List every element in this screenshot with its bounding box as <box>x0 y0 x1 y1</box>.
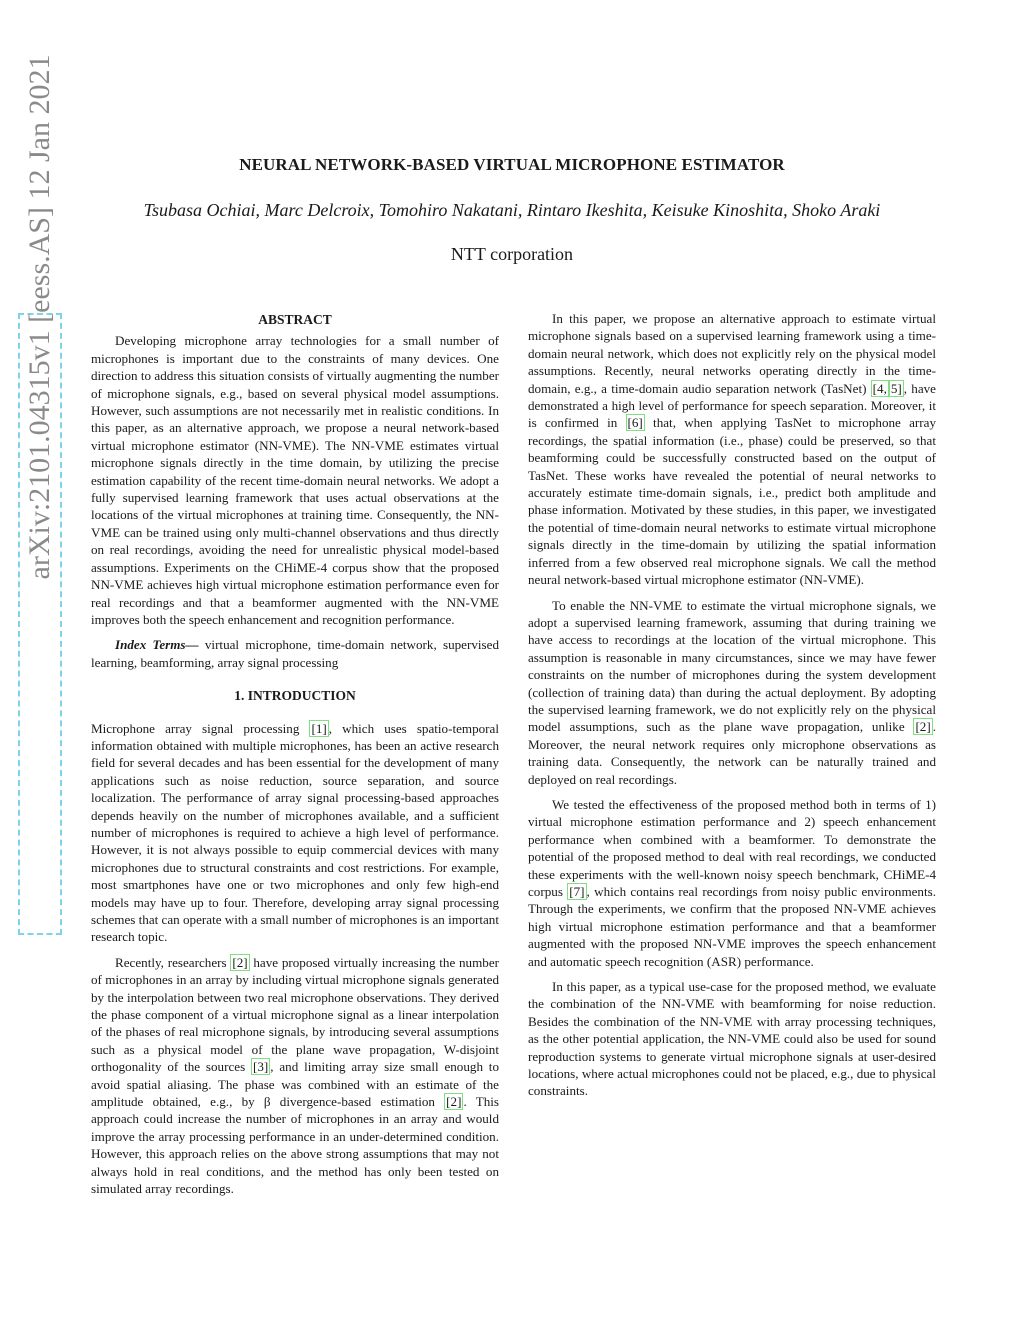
citation-link[interactable]: [6] <box>627 415 643 431</box>
text-run: that, when applying TasNet to microphone array recordings, the spatial information (i.e., phase) could be preserved, so that beamforming could be successfully constructed based on the output of TasNet. These works have revealed the potential of neural networks to accurately estimate time-domain signals, i.e., predict both amplitude and phase information. Motivated by these studies, in this paper, we investigated the potential of time-domain neural networks to estimate virtual microphone signals directly in the time-domain by utilizing the spatial information inferred from a few observed real microphone signals. We call the method neural network-based virtual microphone estimator (NN-VME). <box>528 415 937 588</box>
intro-paragraph-3 <box>528 310 936 589</box>
citation-link[interactable]: [2] <box>446 1094 462 1110</box>
citation-link[interactable]: [2] <box>232 954 248 970</box>
index-terms <box>91 636 499 671</box>
intro-heading: 1. INTRODUCTION <box>234 688 356 704</box>
index-terms-label: Index Terms— <box>115 637 199 653</box>
arxiv-identifier[interactable]: arXiv:2101.04315v1 [eess.AS] 12 Jan 2021 <box>23 54 56 580</box>
citation-link[interactable]: [7] <box>569 884 585 899</box>
text-run: In this paper, we propose an alternative approach to estimate virtual microphone signals based on a supervised learning framework using a time-domain neural network, which does not explicitly rely on the physical model assumptions. Recently, neural networks operating directly in the time-domain, e.g., a time-domain audio separation network (TasNet) <box>528 311 936 396</box>
text-run: have proposed virtually increasing the number of microphones in an array by including virtual microphone signals generated by the interpolation between two real microphone observations. They derived the phase component of a virtual microphone signal as a linear interpolation of the phases of real microphone signals, by introducing several assumptions such as a physical model of the plane wave propagation, W-disjoint orthogonality of the sources <box>91 954 499 1075</box>
abstract-text: Developing microphone array technologies for a small number of microphones is important due to the constraints of many devices. One direction to address this situation consists of virtually augmenting the number of microphone signals, e.g., based on several physical model assumptions. However, such assumptions are not necessarily met in realistic conditions. In this paper, as an alternative approach, we propose a neural network-based virtual microphone estimator (NN-VME). The NN-VME estimates virtual microphone signals directly in the time domain, by utilizing the precise estimation capability of the recent time-domain neural networks. We adopt a fully supervised learning framework that uses actual observations at the locations of the virtual microphones at training time. Consequently, the NN-VME can be trained using only multi-channel observations and thus directly on real recordings, avoiding the need for unrealistic physical model-based assumptions. Experiments on the CHiME-4 corpus show that the proposed NN-VME achieves high virtual microphone estimation performance even for real recordings and that a beamformer augmented with the NN-VME improves both the speech enhancement and recognition performance. <box>91 333 499 627</box>
intro-paragraph-1 <box>91 720 499 946</box>
text-run: . This approach could increase the number of microphones in an array and would improve the array processing performance in an under-determined condition. However, this approach relies on the above strong assumptions that may not always hold in real conditions, and the method has only been tested on simulated array recordings. <box>91 1094 499 1197</box>
intro-paragraph-6: In this paper, as a typical use-case for the proposed method, we evaluate the combination of the NN-VME with beamforming for noise reduction. Besides the combination of the NN-VME with array processing techniques, as the other potential application, the NN-VME could also be used for sound reproduction systems to generate virtual microphone signals at user-desired locations, where actual microphones could not be placed, e.g., due to physical constraints. <box>528 979 936 1099</box>
intro-paragraph-2 <box>91 954 499 1198</box>
text-run: To enable the NN-VME to estimate the virtual microphone signals, we adopt a supervised learning framework, assuming that during training we have access to recordings at the location of the virtual microphone. This assumption is reasonable in many circumstances, since we may have fewer constraints on the number of microphones during the system development (collection of training data) than during the actual deployment. By adopting the supervised learning framework, we do not explicitly rely on the physical model assumptions, such as the plane wave propagation, unlike <box>528 597 936 735</box>
text-run: , and limiting array size small enough to avoid spatial aliasing. The phase was combined with an estimate of the amplitude obtained, e.g., by β divergence-based estimation <box>91 1059 499 1110</box>
abstract-heading: ABSTRACT <box>258 312 332 327</box>
text-run: Recently, researchers <box>115 954 231 970</box>
left-column <box>91 310 499 1206</box>
right-column <box>528 310 936 1108</box>
intro-paragraph-5 <box>528 796 936 970</box>
citation-link[interactable]: [1] <box>311 720 327 736</box>
index-terms-text: virtual microphone, time-domain network, supervised learning, beamforming, array signal processing <box>91 637 499 670</box>
text-run: Microphone array signal processing <box>91 720 310 736</box>
citation-link[interactable]: 5] <box>890 380 902 396</box>
citation-link[interactable]: [3] <box>253 1059 269 1075</box>
paper-affiliation: NTT corporation <box>450 244 574 264</box>
paper-authors: Tsubasa Ochiai, Marc Delcroix, Tomohiro Nakatani, Rintaro Ikeshita, Keisuke Kinoshita, Shoko Araki <box>143 200 881 220</box>
citation-link[interactable]: [2] <box>915 719 931 735</box>
citation-link[interactable]: [4, <box>872 380 887 396</box>
text-run: We tested the effectiveness of the proposed method both in terms of 1) virtual microphone estimation performance and 2) speech enhancement performance when combined with a beamformer. To demonstrate the potential of the proposed method to deal with real recordings, we conducted these experiments with the well-known noisy speech benchmark, CHiME-4 corpus <box>528 796 936 899</box>
text-run: . Moreover, the neural network requires only microphone observations as training data. Consequently, the network can be naturally trained and deployed on real recordings. <box>528 719 936 787</box>
text-run: , which uses spatio-temporal information obtained with multiple microphones, has been an active research field for several decades and has been essential for the development of many applications such as noise reduction, source separation, and source localization. The performance of array signal processing-based approaches depends heavily on the number of microphones available, and a sufficient number of microphones is required to achieve a high level of performance. However, it is not always possible to equip commercial devices with many microphones due to structural constraints and cost restrictions. For example, most smartphones have one or two microphones and only few high-end models may have up to four. Therefore, developing array signal processing schemes that can operate with a small number of microphones is an important research topic. <box>91 720 499 945</box>
text-run: , which contains real recordings from noisy public environments. Through the experiments, we confirm that the proposed NN-VME achieves high virtual microphone estimation performance and that a beamformer augmented with the proposed NN-VME improves the speech enhancement and automatic speech recognition (ASR) performance. <box>528 884 936 969</box>
intro-paragraph-4 <box>528 597 936 788</box>
text-run: , have demonstrated a high level of performance for speech separation. Moreover, it is confirmed in <box>528 380 936 431</box>
paper-title: NEURAL NETWORK-BASED VIRTUAL MICROPHONE ESTIMATOR <box>239 155 785 174</box>
